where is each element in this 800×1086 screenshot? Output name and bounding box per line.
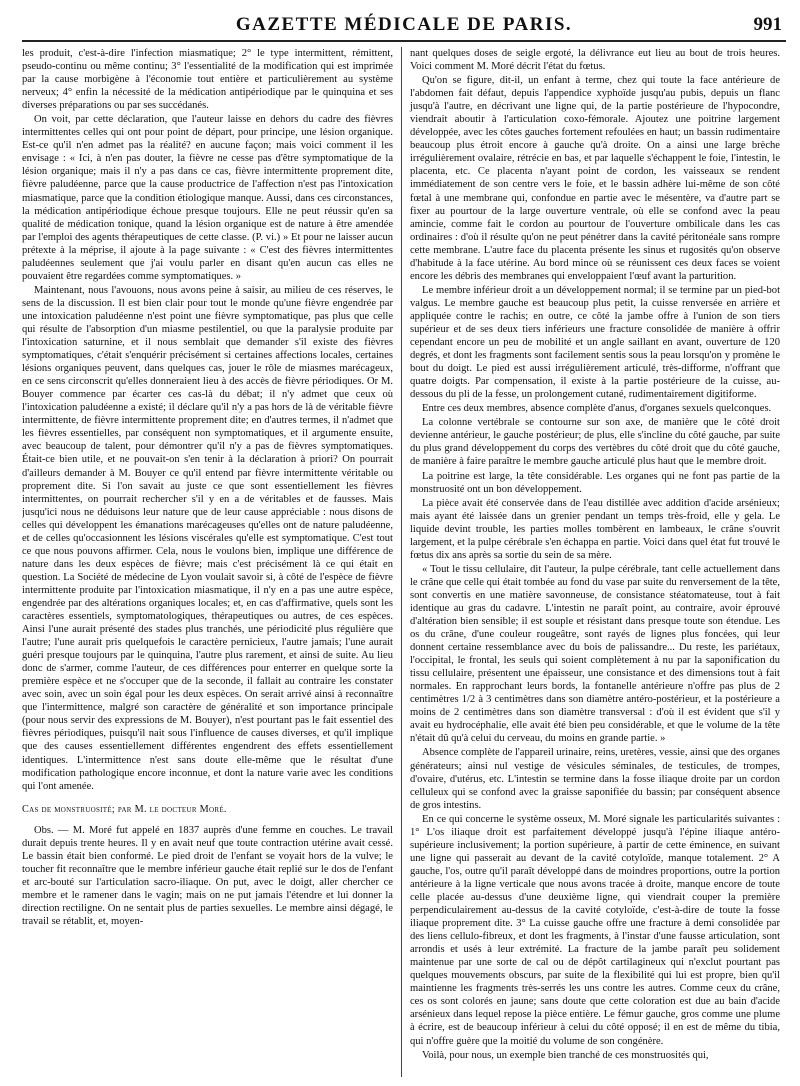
- paragraph: En ce qui concerne le système osseux, M. Moré signale les particularités suivantes : 1° L'os iliaque droit est parfaitement développé jusqu'à l'épine iliaque antéro-supérieure inclusivement; la portion supérieure, à partir de cette éminence, en suivant une ligne qui passerait au devant de la cavité cotyloïde, manque totalement. 2° A gauche, l'os, outre qu'il paraît développé dans de moindres proportions, outre la portion antérieure à la ligne verticale que nous avons tracée à droite, manque encore de toute celle placée au-dessus d'une deuxième ligne, qui viendrait couper la première perpendiculairement au-dessus de la cavité cotyloïde, c'est-à-dire de toute la fosse iliaque proprement dite. 3° La cuisse gauche offre une fracture à demi consolidée par des liens cellulo-fibreux, et dont les fragments, à l'instar d'une fausse articulation, sont arrondis et usés à leur extrémité. La fracture de la jambe paraît peu solidement maintenue par une sorte de cal ou de dépôt cartilagineux qui n'exclut pourtant pas quelques mouvements obscurs, par suite de la flexibilité qui lui est propre, bien qu'il maintienne les fragments très-serrés les uns contre les autres. Comme ceux du crâne, ces os sont colorés en jaune; sans doute que cette coloration est due au bain d'acide arsénieux dans lequel repose la pièce entière. Le fémur gauche, gros comme une plume à écrire, est de beaucoup inférieur à celui du côté opposé; il en est de même du tibia, qui n'offre guère que la moitié du volume de son congénère.: [410, 813, 780, 1047]
- page-number: 991: [753, 14, 782, 35]
- page-header: [22, 8, 786, 42]
- journal-title: GAZETTE MÉDICALE DE PARIS.: [235, 14, 573, 35]
- right-column: [401, 47, 780, 1077]
- paragraph-observation: Obs. — M. Moré fut appelé en 1837 auprès d'une femme en couches. Le travail durait depuis trente heures. Il y en avait neuf que toute contraction utérine avait cessé. Le bassin était bien conformé. Le pied droit de l'enfant se voyait hors de la vulve; le toucher fit reconnaître que le membre inférieur gauche était replié sur le dos de l'enfant et arc-bouté sur l'articulation sacro-iliaque. On put, avec le doigt, aller chercher ce membre et le ramener dans le vagin; mais on ne put jamais l'étendre et lui donner la direction rectiligne. On ne sentait plus de parties sexuelles. Le membre ainsi dégagé, le travail se rétablit, et, moyen-: [22, 824, 393, 928]
- paragraph: On voit, par cette déclaration, que l'auteur laisse en dehors du cadre des fièvres intermittentes celles qui ont pour point de départ, pour principe, une lésion organique. Est-ce qu'il n'en admet pas la réalité? en aucune façon; mais voici comment il les envisage : « Ici, à n'en pas douter, la fièvre ne cesse pas d'être symptomatique de la lésion organique; mais il n'y a pas dans ce cas, fièvre intermittente proprement dite, fièvre paludéenne, parce que la cause productrice de l'affection n'est pas l'intoxication miasmatique, parce que la condition étiologique manque. Aussi, dans ces circonstances, la médication antipériodique échoue presque toujours. Elle ne peut réussir qu'en sa qualité de médication tonique, quand la lésion organique est de nature à être amendée par l'emploi des agents thérapeutiques de cette classe. (P. vi.) » Et pour ne laisser aucun prétexte à la méprise, il ajoute à la page suivante : « C'est des fièvres intermittentes paludéennes seulement que j'ai voulu parler en disant qu'en aucun cas elles ne pouvaient être regardées comme symptomatiques. »: [22, 114, 393, 282]
- paragraph: Absence complète de l'appareil urinaire, reins, uretères, vessie, ainsi que des organes générateurs; ainsi nul vestige de vésicules séminales, de testicules, de trompes, d'ovaire, d'utérus, etc. L'intestin se termine dans la fosse iliaque droite par un cordon celluleux qui se confond avec la graisse saponifiée du bassin; par conséquent absence de gros intestins.: [410, 747, 780, 811]
- paragraph: La colonne vertébrale se contourne sur son axe, de manière que le côté droit devienne antérieur, le gauche postérieur; de plus, elle s'incline du côté gauche, par suite du plus grand développement du corps des vertèbres du côté droit que du côté gauche, de manière à faire paraître le membre gauche articulé plus haut que le membre droit.: [410, 417, 780, 468]
- paragraph: Qu'on se figure, dit-il, un enfant à terme, chez qui toute la face antérieure de l'abdomen fait défaut, depuis l'appendice xyphoïde jusqu'au pubis, depuis un flanc jusqu'à l'autre, en décrivant une ligne qui, de la partie postérieure de l'hypocondre, viendrait aboutir à l'articulation coxo-fémorale. Ajoutez une poitrine largement développée, avec les côtes gauches fortement refoulées en haut; un bassin rudimentaire beaucoup plus étroit encore à gauche qu'à droite. On a ainsi une large brèche irrégulièrement ovalaire, rétrécie en bas, et par laquelle s'échappent le foie, l'intestin, le placenta, etc. Ce placenta n'ayant point de cordon, les vaisseaux se rendent immédiatement de son centre vers le foie, et le bassin adhère lui-même de son côté fœtal à une membrane qui, confondue en partie avec le mésentère, va d'autre part se fixer au pourtour de la large ouverture ventrale, où elle se confond avec la peau amincie, comme fait le cordon au pourtour de l'ouverture ombilicale dans les cas ordinaires : d'où il résulte qu'on ne peut pénétrer dans la cavité péritonéale sans rompre cette membrane. L'autre face du placenta présente les sinus et rugosités qu'on observe d'habitude à la face utérine. Au bord mince où se réunissent ces deux faces se voient encore les débris des membranes qui enveloppaient l'œuf avant la parturition.: [410, 75, 780, 282]
- article-columns: [22, 47, 786, 1077]
- paragraph: nant quelques doses de seigle ergoté, la délivrance eut lieu au bout de trois heures. Voici comment M. Moré décrit l'état du fœtus.: [410, 48, 780, 73]
- paragraph: Le membre inférieur droit a un développement normal; il se termine par un pied-bot valgus. Le membre gauche est beaucoup plus petit, la cuisse renversée en arrière et appliquée contre le rachis; en outre, ce côté la jambe offre à l'union de son tiers supérieur et de ses deux tiers inférieurs une fracture consolidée de manière à offrir cependant encore un peu de mobilité et un angle saillant en avant, ouverture de 120 degrés, et dont les fragments sont facilement sentis sous la peau lorsqu'on y promène le bout du doigt. Le pied est aussi irrégulièrement articulé, très-difforme, n'offrant que quatre doigts. Par compensation, il existe à la partie postérieure de la cuisse, au-dessous du pli de la fesse, un prolongement cutané, rudimentairement digitiforme.: [410, 284, 780, 401]
- left-column: [22, 47, 401, 1077]
- paragraph: les produit, c'est-à-dire l'infection miasmatique; 2° le type intermittent, rémittent, pseudo-continu ou même continu; 3° l'essentialité de la modification qui est imprimée par la cause morbigène à l'économie tout entière et particulièrement au système nerveux; 4° enfin la nécessité de la médication antipériodique par le quinquina et ses diverses préparations ou par ses succédanés.: [22, 48, 393, 112]
- paragraph: La pièce avait été conservée dans de l'eau distillée avec addition d'acide arsénieux; mais ayant été laissée dans un grenier pendant un temps très-froid, elle y gela. Le liquide devint trouble, les parties molles tombèrent en lambeaux, le crâne s'ouvrit largement, et la pulpe cérébrale s'en échappa en partie. Voici dans quel état fut trouvé le fœtus dix ans après sa sortie du sein de sa mère.: [410, 497, 780, 561]
- paragraph: Maintenant, nous l'avouons, nous avons peine à saisir, au milieu de ces réserves, le sens de la discussion. Il est bien clair pour tout le monde qu'une fièvre engendrée par une intoxication paludéenne n'est point une fièvre symptomatique, pas plus que celle qui résulte de l'absorption d'un miasme pestilentiel, ou que la paralysie produite par l'intoxication saturnine, et il nous semblait que demander s'il existe des fièvres symptomatiques, c'était s'enquérir précisément si certaines affections locales, certaines lésions organiques peuvent, dans quelques cas, jouer le rôle de miasmes marécageux, en ce sens circonscrit qu'elles donneraient lieu à des accès de fièvre périodiques. Or M. Bouyer commence par écarter ces cas-là du débat; il n'y admet que ceux où l'intoxication paludéenne a existé; il déclare qu'il n'y a pas hors de là de véritable fièvre intermittente, de fièvre intermittente proprement dite; en d'autres termes, il n'admet que les fièvres essentielles, par conséquent non symptomatiques, et il argumente ensuite, avec beaucoup de talent, pour démontrer qu'il n'y a pas de fièvres symptomatiques. Était-ce bien utile, et ne pouvait-on s'en tenir à la déclaration à priori? On pourrait d'ailleurs demander à M. Bouyer ce qu'il entend par fièvre intermittente véritable ou proprement dite. Si l'on savait au juste ce que sont essentiellement les fièvres intermittentes, on pourrait rechercher s'il y en a de véritables et de fausses. Mais jusqu'ici nous ne déduisons leur nature que de leur cause appréciable : nous disons de celles qui développent les émanations marécageuses qu'elles ont de nature paludéenne, et de celles qu'occasionnent les lésions viscérales qu'elle est symptomatique. C'est tout ce que nous pouvons affirmer. Cela, nous le voulons bien, implique une différence de nature dans les deux espèces de fièvre; mais c'est précisément là ce qui était en question. La Société de médecine de Lyon voulait savoir si, à côté de l'espèce de fièvre intermittente produite par l'intoxication miasmatique, il n'y en a pas une autre espèce, engendrée par des altérations organiques locales; et, en cas d'affirmative, quels sont les caractères essentiels, symptomatologiques, thérapeutiques ou autres, de ces espèces. Ainsi l'une aurait présenté des stades plus tranchés, une périodicité plus régulière que l'autre; l'une aurait pris quelquefois le caractère pernicieux, l'autre jamais; l'une aurait guéri presque toujours par le quinquina, l'autre plus rarement, et ainsi de suite. Au lieu donc de s'armer, comme l'auteur, de ces différences pour enterrer en quelque sorte la première espèce et ne s'occuper que de la seconde, il fallait au contraire les constater avec soin, avec un soin égal pour les deux espèces. On serait arrivé ainsi à reconnaître que l'intermittence, malgré son caractère de généralité et son importance principale (pour nous servir des expressions de M. Bouyer), n'est pourtant pas le fait essentiel des fièvres périodiques, puisqu'il nait sous l'influence de causes diverses, et qu'il implique que des causes essentiellement différentes engendrent des effets essentiellement identiques. L'intermittence n'est sans doute elle-même que le résultat d'une modification pathologique encore inconnue, et dont la nature varie avec les conditions qui l'ont amenée.: [22, 284, 393, 792]
- paragraph: La poitrine est large, la tête considérable. Les organes qui ne font pas partie de la monstruosité ont un bon développement.: [410, 470, 780, 495]
- paragraph: « Tout le tissu cellulaire, dit l'auteur, la pulpe cérébrale, tant celle actuellement dans le crâne que celle qui était tombée au fond du vase par suite du renversement de la tête, sont convertis en une matière savonneuse, de consistance stéatomateuse, tout à fait identique au gras du cadavre. L'intestin ne paraît point, au contraire, avoir éprouvé d'altération bien sensible; il est souple et résistant dans presque toute son étendue. Les os du crâne, d'une couleur rougeâtre, sont rayés de lignes plus foncées, qui leur donnent certaine ressemblance avec du bois de palissandre... Du reste, les pariétaux, l'occipital, le frontal, les seuls qui soient complètement à nu par la saponification du tissu cellulaire, présentent une épaisseur, une consistance et des dimensions tout à fait normales. En rapprochant leurs bords, la fontanelle antérieure n'offre pas plus de 2 centimètres 1/2 à 3 centimètres dans son diamètre antéro-postérieur, et la postérieure a moins de 2 centimètres dans son diamètre transversal : d'où il est évident que s'il y avait eu hydrocéphalie, elle avait été bien peu considérable, et que le volume de la tête n'était dû qu'à celui du cerveau, du moins en grande partie. »: [410, 563, 780, 745]
- section-title: Cas de monstruosité; par M. le docteur Moré.: [22, 803, 227, 815]
- paragraph: Voilà, pour nous, un exemple bien tranché de ces monstruosités qui,: [422, 1049, 709, 1061]
- paragraph: Entre ces deux membres, absence complète d'anus, d'organes sexuels quelconques.: [422, 403, 772, 415]
